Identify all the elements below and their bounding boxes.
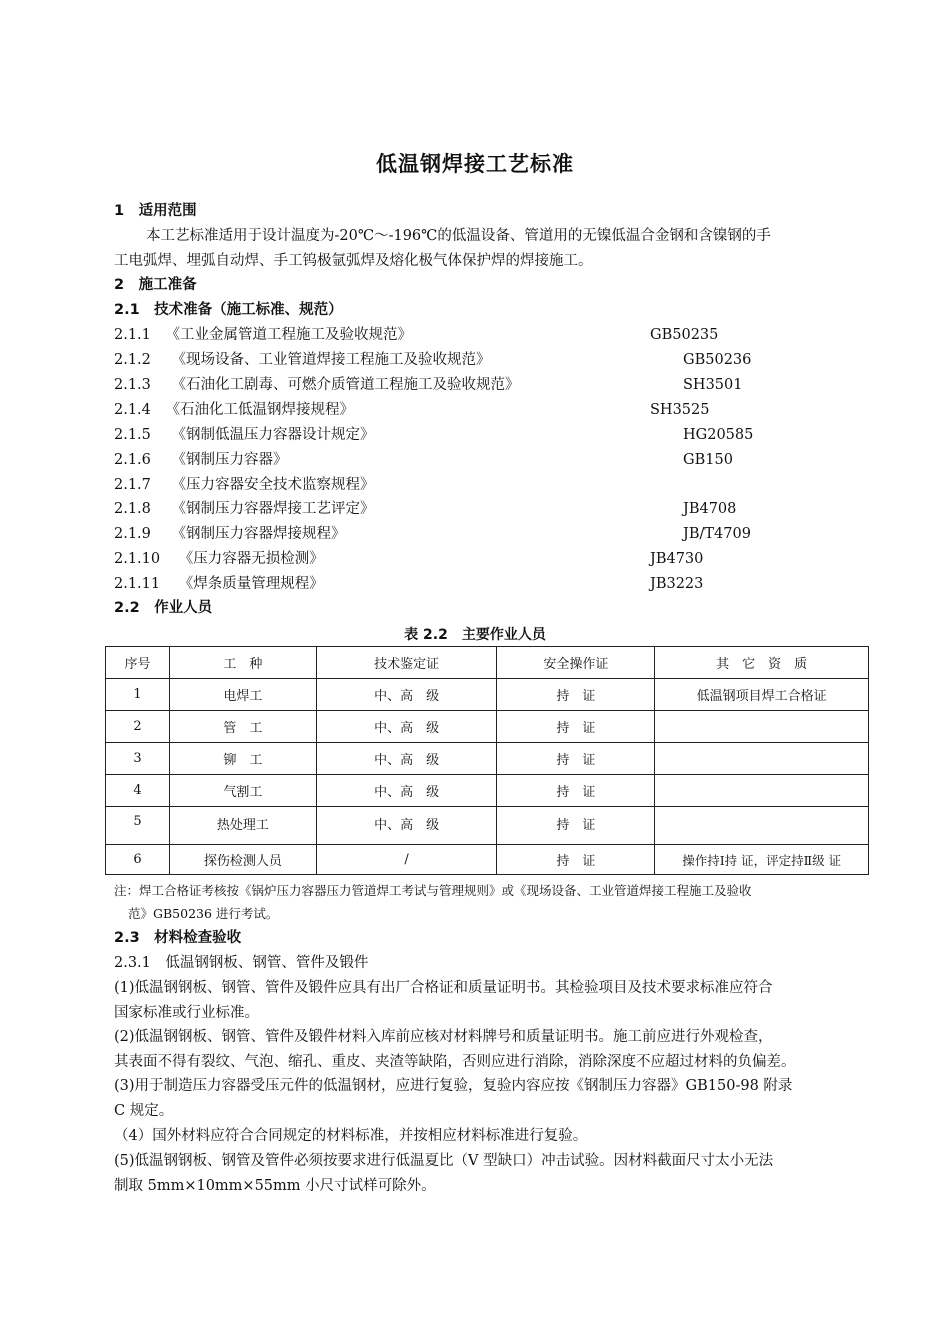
- standard-item: 2.1.6 《钢制压力容器》: [114, 452, 288, 468]
- table-cell: 气割工: [169, 775, 316, 807]
- standard-code: JB3223: [650, 576, 704, 592]
- table-note-line-1: 注：焊工合格证考核按《锅炉压力容器压力管道焊工考试与管理规则》或《现场设备、工业管道焊接工程施工及验收: [114, 883, 752, 898]
- table-cell: 持 证: [497, 679, 655, 711]
- standard-code: SH3525: [650, 402, 710, 418]
- item-5-line-1: (5)低温钢钢板、钢管及管件必须按要求进行低温夏比（V 型缺口）冲击试验。因材料截面尺寸太小无法: [114, 1153, 774, 1169]
- table-cell: 持 证: [497, 743, 655, 775]
- table-cell: 1: [106, 679, 170, 711]
- table-cell: 持 证: [497, 775, 655, 807]
- table-cell: 探伤检测人员: [169, 845, 316, 875]
- table-header-cell: 安全操作证: [497, 647, 655, 679]
- section-2-1-heading: 2.1 技术准备（施工标准、规范）: [114, 302, 343, 318]
- standard-code: GB50236: [683, 352, 752, 368]
- table-header-cell: 其 它 资 质: [655, 647, 869, 679]
- item-3-line-1: (3)用于制造压力容器受压元件的低温钢材，应进行复验，复验内容应按《钢制压力容器》GB150-98 附录: [114, 1078, 793, 1094]
- item-2-line-1: (2)低温钢钢板、钢管、管件及锻件材料入库前应核对材料牌号和质量证明书。施工前应进行外观检查，: [114, 1029, 773, 1045]
- table-cell: [655, 743, 869, 775]
- standard-item: 2.1.4 《石油化工低温钢焊接规程》: [114, 402, 355, 418]
- table-cell: 中、高 级: [316, 711, 497, 743]
- table-cell: 持 证: [497, 711, 655, 743]
- table-cell: 电焊工: [169, 679, 316, 711]
- standard-item: 2.1.7 《压力容器安全技术监察规程》: [114, 477, 375, 493]
- personnel-table: [105, 646, 869, 875]
- table-cell: 4: [106, 775, 170, 807]
- table-cell: [655, 711, 869, 743]
- standard-code: GB50235: [650, 327, 719, 343]
- table-cell: 管 工: [169, 711, 316, 743]
- standard-code: JB/T4709: [683, 526, 751, 542]
- standard-item: 2.1.3 《石油化工剧毒、可燃介质管道工程施工及验收规范》: [114, 377, 520, 393]
- table-cell: 中、高 级: [316, 743, 497, 775]
- item-2-line-2: 其表面不得有裂纹、气泡、缩孔、重皮、夹渣等缺陷，否则应进行消除，消除深度不应超过材料的负偏差。: [114, 1054, 796, 1070]
- standard-item: 2.1.8 《钢制压力容器焊接工艺评定》: [114, 501, 375, 517]
- table-row: [106, 743, 869, 775]
- standard-item: 2.1.11 《焊条质量管理规程》: [114, 576, 324, 592]
- section-2-2-heading: 2.2 作业人员: [114, 600, 213, 616]
- table-header-cell: 序号: [106, 647, 170, 679]
- table-cell: 操作持Ⅰ持 证，评定持Ⅱ级 证: [655, 845, 869, 875]
- section-2-heading: 2 施工准备: [114, 277, 197, 293]
- standard-code: JB4708: [683, 501, 737, 517]
- table-cell: [655, 807, 869, 845]
- table-cell: 2: [106, 711, 170, 743]
- table-row: [106, 775, 869, 807]
- item-5-line-2: 制取 5mm×10mm×55mm 小尺寸试样可除外。: [114, 1178, 436, 1194]
- table-cell: [655, 775, 869, 807]
- table-cell: 3: [106, 743, 170, 775]
- section-2-3-heading: 2.3 材料检查验收: [114, 930, 242, 946]
- item-4-line: （4）国外材料应符合合同规定的材料标准，并按相应材料标准进行复验。: [114, 1128, 588, 1144]
- standard-item: 2.1.2 《现场设备、工业管道焊接工程施工及验收规范》: [114, 352, 491, 368]
- section-1-text-line-1: 本工艺标准适用于设计温度为-20℃～-196℃的低温设备、管道用的无镍低温合金钢和含镍钢的手: [146, 228, 771, 244]
- table-cell: 低温钢项目焊工合格证: [655, 679, 869, 711]
- standard-code: GB150: [683, 452, 733, 468]
- standard-code: JB4730: [650, 551, 704, 567]
- table-row: [106, 679, 869, 711]
- table-row: [106, 845, 869, 875]
- item-3-line-2: C 规定。: [114, 1103, 174, 1119]
- table-cell: 铆 工: [169, 743, 316, 775]
- section-2-3-1-heading: 2.3.1 低温钢钢板、钢管、管件及锻件: [114, 955, 369, 971]
- section-1-heading: 1 适用范围: [114, 203, 197, 219]
- document-title: 低温钢焊接工艺标准: [376, 152, 574, 176]
- table-note-line-2: 范》GB50236 进行考试。: [128, 906, 279, 921]
- table-cell: 热处理工: [169, 807, 316, 845]
- table-row: [106, 807, 869, 845]
- table-header-cell: 工 种: [169, 647, 316, 679]
- table-row: [106, 711, 869, 743]
- standard-item: 2.1.10 《压力容器无损检测》: [114, 551, 324, 567]
- standard-code: HG20585: [683, 427, 754, 443]
- table-cell: 持 证: [497, 807, 655, 845]
- table-cell: /: [316, 845, 497, 875]
- table-cell: 中、高 级: [316, 807, 497, 845]
- standard-item: 2.1.1 《工业金属管道工程施工及验收规范》: [114, 327, 413, 343]
- standard-item: 2.1.9 《钢制压力容器焊接规程》: [114, 526, 346, 542]
- table-cell: 中、高 级: [316, 679, 497, 711]
- table-cell: 5: [106, 807, 170, 845]
- table-caption: 表 2.2 主要作业人员: [404, 627, 546, 643]
- section-1-text-line-2: 工电弧焊、埋弧自动焊、手工钨极氩弧焊及熔化极气体保护焊的焊接施工。: [114, 253, 593, 269]
- table-header-cell: 技术鉴定证: [316, 647, 497, 679]
- standard-item: 2.1.5 《钢制低温压力容器设计规定》: [114, 427, 375, 443]
- table-cell: 6: [106, 845, 170, 875]
- table-header-row: [106, 647, 869, 679]
- item-1-line-2: 国家标准或行业标准。: [114, 1005, 259, 1021]
- table-cell: 中、高 级: [316, 775, 497, 807]
- table-cell: 持 证: [497, 845, 655, 875]
- table-note: [114, 879, 874, 925]
- standard-code: SH3501: [683, 377, 743, 393]
- item-1-line-1: (1)低温钢钢板、钢管、管件及锻件应具有出厂合格证和质量证明书。其检验项目及技术要求标准应符合: [114, 980, 773, 996]
